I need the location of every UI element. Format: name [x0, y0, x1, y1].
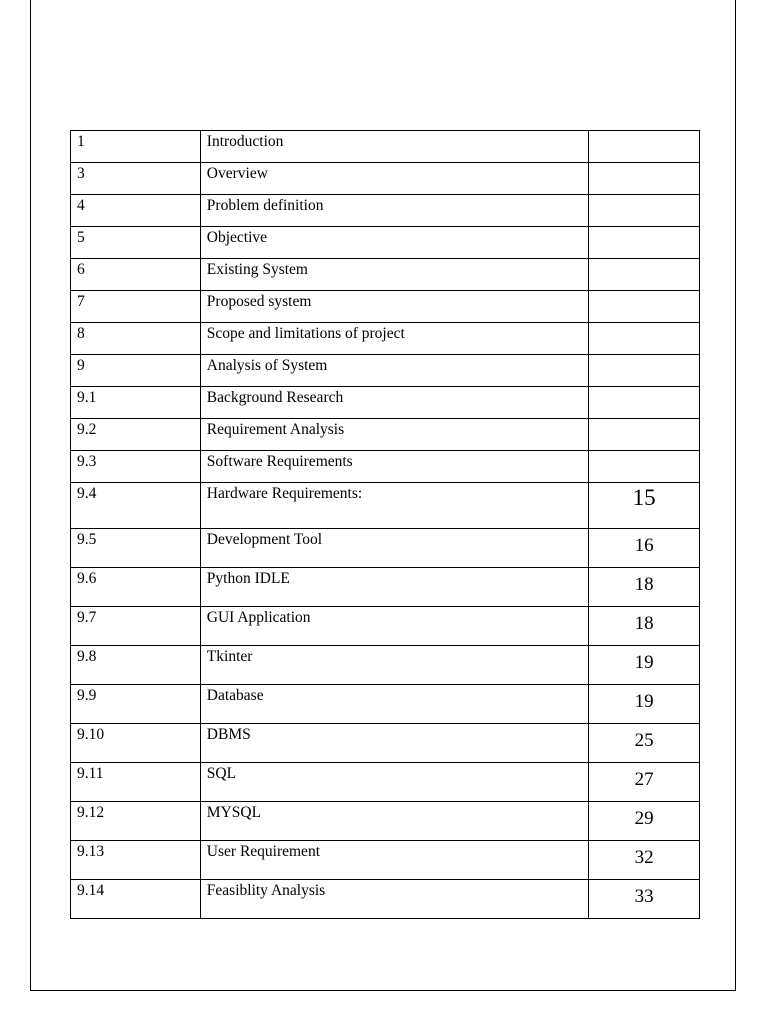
section-title: Overview	[200, 163, 588, 195]
section-title: User Requirement	[200, 841, 588, 880]
section-title: GUI Application	[200, 607, 588, 646]
table-of-contents	[70, 130, 700, 919]
page-number-value: 29	[634, 808, 654, 829]
section-number: 5	[71, 227, 201, 259]
section-title: Background Research	[200, 387, 588, 419]
page-number	[589, 646, 700, 685]
section-title: MYSQL	[200, 802, 588, 841]
section-title: DBMS	[200, 724, 588, 763]
section-number: 9.6	[71, 568, 201, 607]
page-number-value	[589, 355, 699, 362]
table-row	[71, 419, 700, 451]
page-number-value: 19	[634, 691, 654, 712]
section-number: 7	[71, 291, 201, 323]
table-row	[71, 607, 700, 646]
section-number: 9.11	[71, 763, 201, 802]
page-number-value	[589, 451, 699, 458]
section-title: Python IDLE	[200, 568, 588, 607]
page-number	[589, 259, 700, 291]
page-number	[589, 483, 700, 529]
section-number: 9.5	[71, 529, 201, 568]
page-number-value: 16	[634, 535, 654, 556]
page-number-value	[589, 291, 699, 298]
table-row	[71, 451, 700, 483]
table-row	[71, 529, 700, 568]
page-number-value: 27	[634, 769, 654, 790]
page-number-value: 25	[634, 730, 654, 751]
page-number-value: 18	[634, 574, 654, 595]
page-number	[589, 568, 700, 607]
section-title: Objective	[200, 227, 588, 259]
section-title: Existing System	[200, 259, 588, 291]
page-number-value	[589, 387, 699, 394]
page-number-value: 32	[634, 847, 654, 868]
section-number: 1	[71, 131, 201, 163]
table-row	[71, 568, 700, 607]
page-number	[589, 685, 700, 724]
section-title: SQL	[200, 763, 588, 802]
table-row	[71, 291, 700, 323]
page-number-value: 15	[632, 485, 656, 510]
page-number-value	[589, 227, 699, 234]
section-number: 6	[71, 259, 201, 291]
section-title: Tkinter	[200, 646, 588, 685]
section-number: 9	[71, 355, 201, 387]
section-title: Scope and limitations of project	[200, 323, 588, 355]
table-row	[71, 646, 700, 685]
section-number: 3	[71, 163, 201, 195]
section-number: 9.1	[71, 387, 201, 419]
page-number-value	[589, 323, 699, 330]
page-number	[589, 195, 700, 227]
table-row	[71, 763, 700, 802]
section-number: 9.9	[71, 685, 201, 724]
page-number	[589, 323, 700, 355]
table-row	[71, 163, 700, 195]
table-row	[71, 355, 700, 387]
table-row	[71, 131, 700, 163]
table-row	[71, 841, 700, 880]
page-number	[589, 529, 700, 568]
section-title: Feasiblity Analysis	[200, 880, 588, 919]
section-title: Introduction	[200, 131, 588, 163]
section-number: 9.8	[71, 646, 201, 685]
page-number-value	[589, 419, 699, 426]
page-number	[589, 355, 700, 387]
section-title: Development Tool	[200, 529, 588, 568]
section-title: Proposed system	[200, 291, 588, 323]
section-title: Requirement Analysis	[200, 419, 588, 451]
table-row	[71, 802, 700, 841]
page-number	[589, 291, 700, 323]
table-row	[71, 685, 700, 724]
table-row	[71, 259, 700, 291]
section-number: 9.2	[71, 419, 201, 451]
section-title: Software Requirements	[200, 451, 588, 483]
page-number	[589, 880, 700, 919]
page-number-value	[589, 131, 699, 138]
section-number: 9.7	[71, 607, 201, 646]
section-number: 9.12	[71, 802, 201, 841]
section-number: 4	[71, 195, 201, 227]
section-number: 9.3	[71, 451, 201, 483]
page-number	[589, 387, 700, 419]
page-number	[589, 227, 700, 259]
table-row	[71, 227, 700, 259]
page-number-value: 33	[634, 886, 654, 907]
section-number: 8	[71, 323, 201, 355]
section-number: 9.4	[71, 483, 201, 529]
page-number	[589, 841, 700, 880]
table-row	[71, 483, 700, 529]
table-row	[71, 195, 700, 227]
section-number: 9.10	[71, 724, 201, 763]
page-number	[589, 763, 700, 802]
page-number	[589, 419, 700, 451]
section-title: Database	[200, 685, 588, 724]
section-title: Hardware Requirements:	[200, 483, 588, 529]
page-number	[589, 131, 700, 163]
table-row	[71, 387, 700, 419]
page-number	[589, 724, 700, 763]
page-number	[589, 607, 700, 646]
page-number	[589, 163, 700, 195]
section-title: Problem definition	[200, 195, 588, 227]
table-row	[71, 724, 700, 763]
page-number-value	[589, 195, 699, 202]
table-row	[71, 323, 700, 355]
page-number	[589, 802, 700, 841]
page-number-value	[589, 259, 699, 266]
page-number-value: 19	[634, 652, 654, 673]
table-row	[71, 880, 700, 919]
section-number: 9.13	[71, 841, 201, 880]
section-number: 9.14	[71, 880, 201, 919]
page-number-value: 18	[634, 613, 654, 634]
section-title: Analysis of System	[200, 355, 588, 387]
page-number	[589, 451, 700, 483]
page-number-value	[589, 163, 699, 170]
